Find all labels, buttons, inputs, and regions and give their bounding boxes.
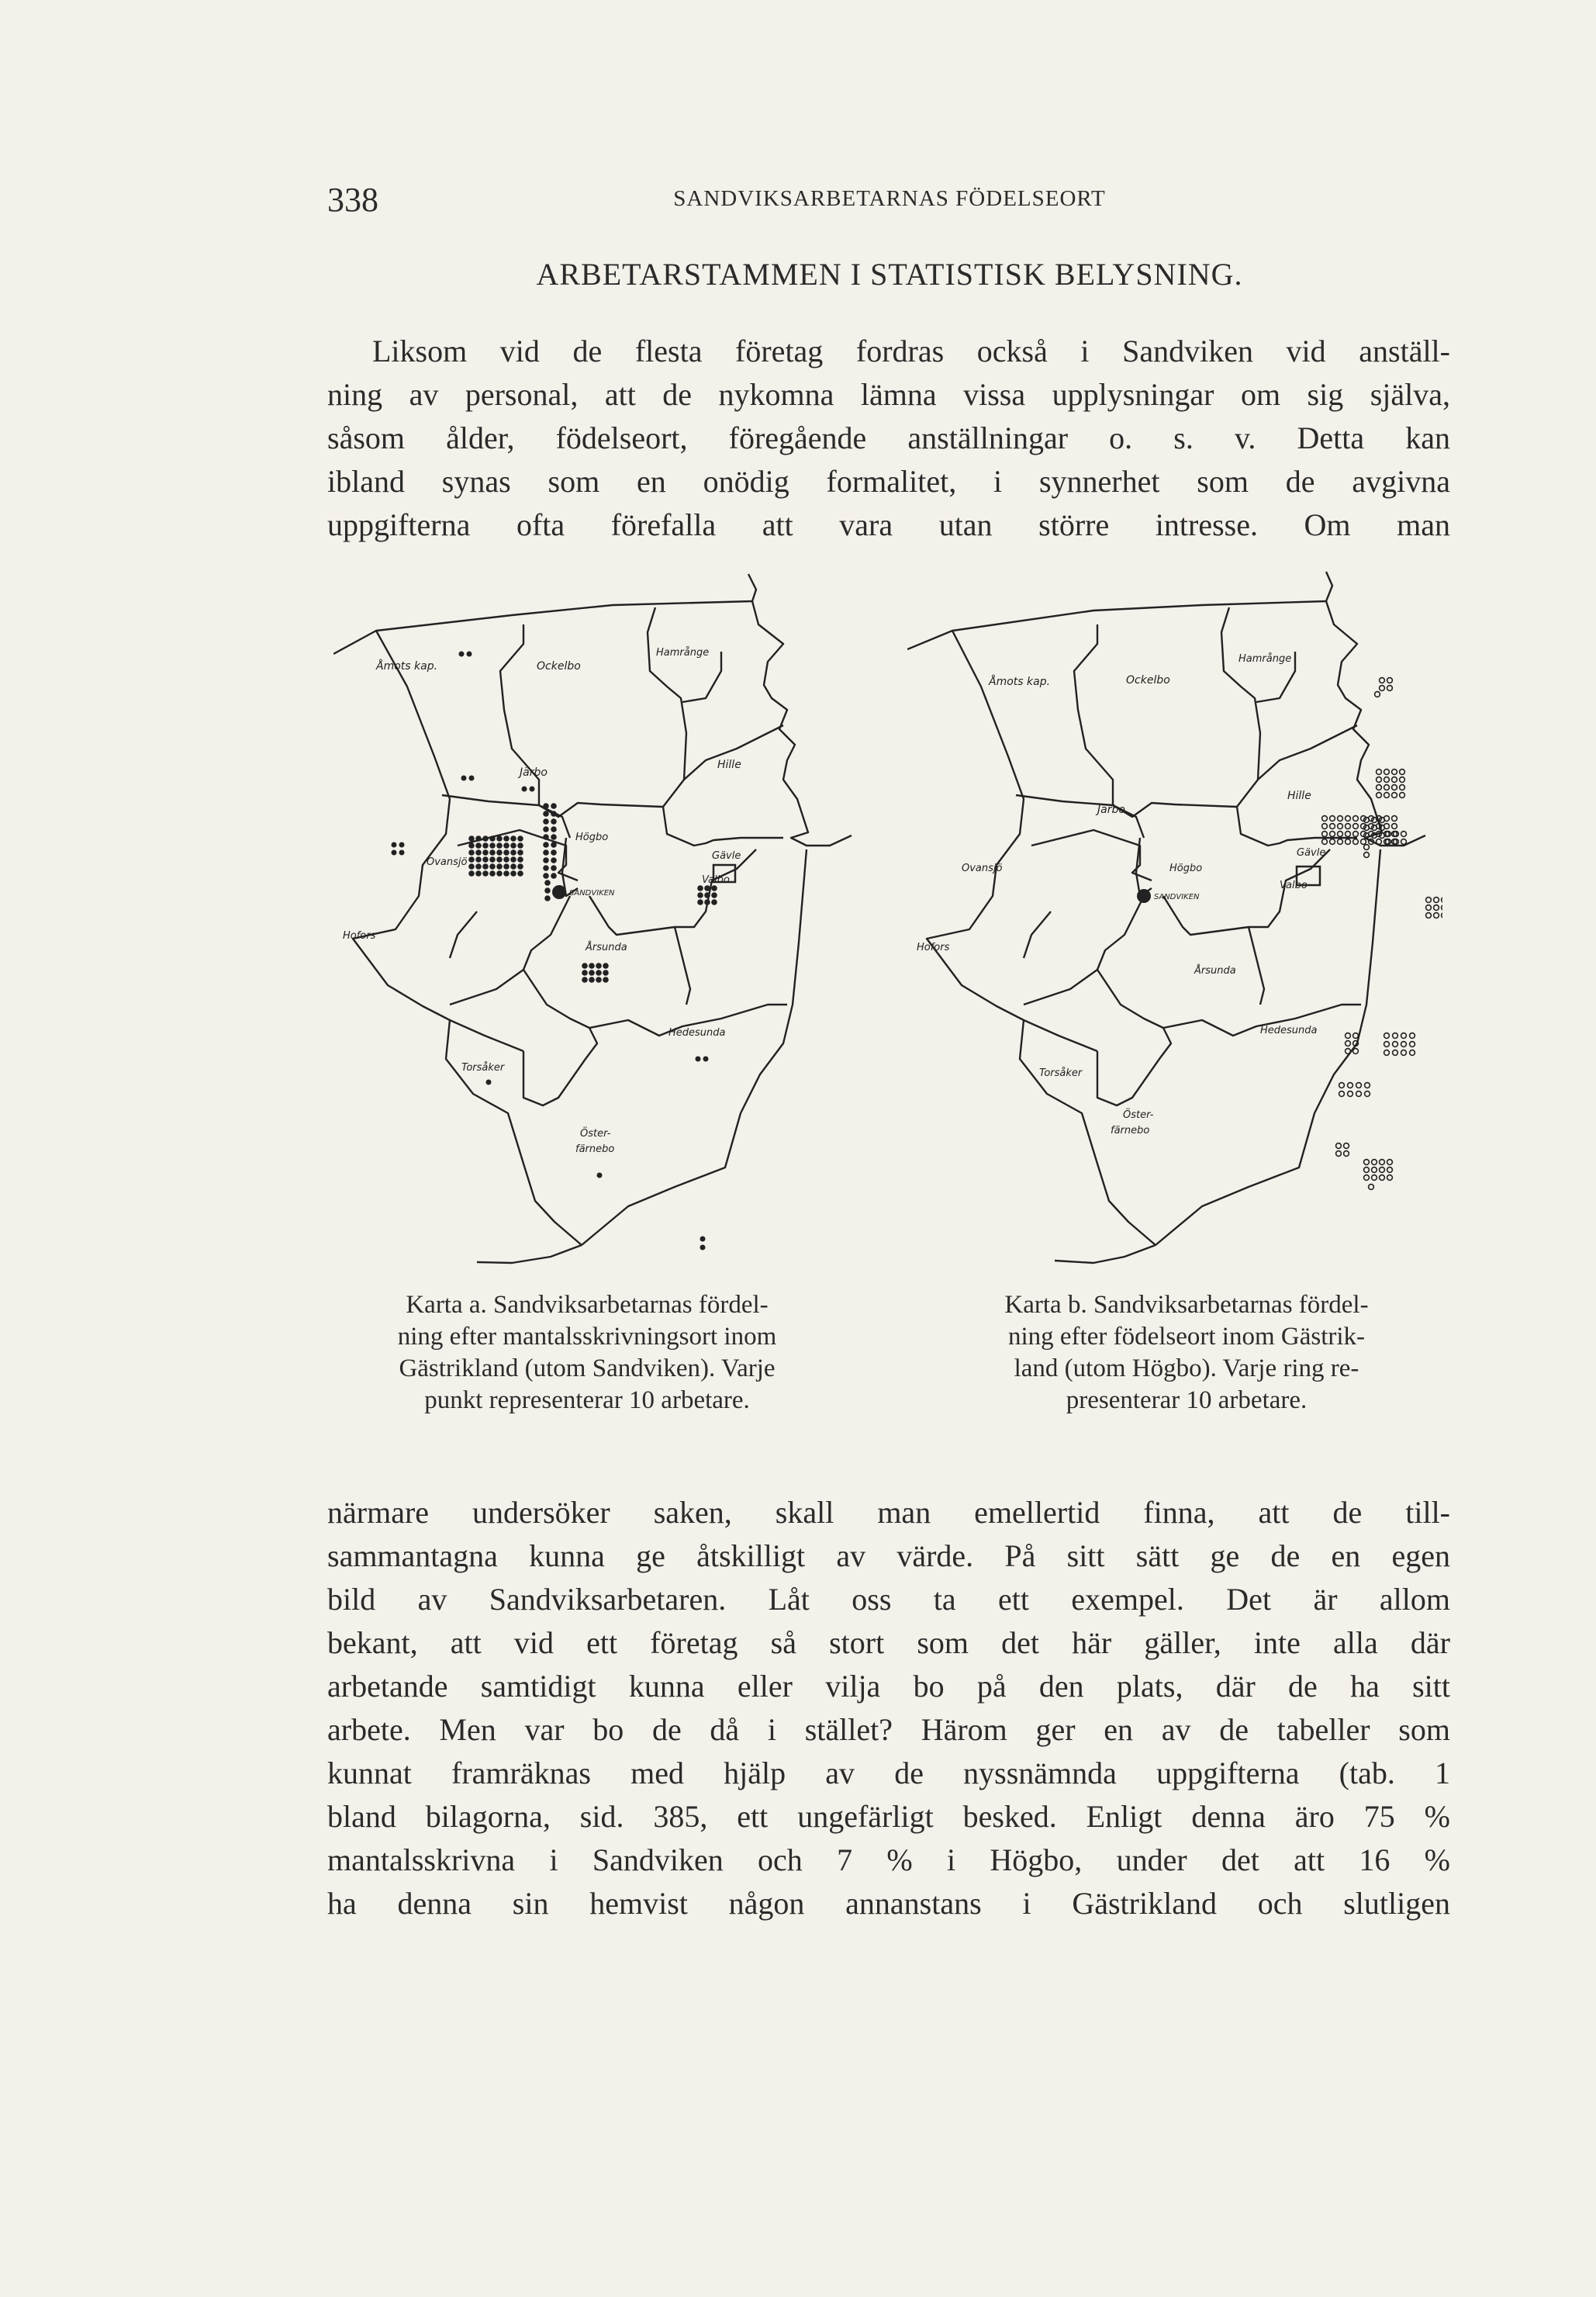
dot-marker bbox=[543, 849, 549, 856]
ring-marker bbox=[1348, 1091, 1353, 1097]
caption-line: ning efter mantalsskrivningsort inom bbox=[397, 1323, 777, 1351]
dot-marker bbox=[551, 849, 557, 856]
ring-marker bbox=[1339, 1091, 1345, 1097]
dot-marker bbox=[704, 899, 710, 905]
ring-marker bbox=[1377, 770, 1382, 775]
ring-marker bbox=[1348, 1083, 1353, 1088]
ring-marker bbox=[1392, 816, 1397, 822]
running-head bbox=[327, 180, 1452, 227]
label-oster: Öster- bbox=[580, 1128, 611, 1140]
ring-marker bbox=[1387, 678, 1393, 683]
dot-marker bbox=[482, 856, 489, 863]
ring-marker bbox=[1392, 770, 1397, 775]
label-amots: Åmots kap. bbox=[376, 660, 438, 673]
map-a-labels bbox=[343, 647, 741, 1155]
ring-marker bbox=[1384, 777, 1390, 783]
dot-marker bbox=[503, 842, 510, 849]
dot-marker bbox=[517, 842, 523, 849]
ring-marker bbox=[1387, 1175, 1393, 1181]
dot-marker bbox=[503, 849, 510, 856]
label-hedesunda: Hedesunda bbox=[668, 1027, 726, 1039]
dot-marker bbox=[475, 870, 482, 877]
caption-line: land (utom Högbo). Varje ring re- bbox=[1014, 1354, 1359, 1382]
dot-marker bbox=[551, 803, 557, 809]
dot-marker bbox=[517, 870, 523, 877]
ring-marker bbox=[1346, 1033, 1351, 1039]
caption-line: punkt representerar 10 arbetare. bbox=[424, 1386, 750, 1414]
dot-marker bbox=[551, 873, 557, 879]
dot-marker bbox=[543, 811, 549, 817]
dot-marker bbox=[489, 835, 496, 842]
ring-marker bbox=[1392, 824, 1397, 829]
paragraph-line: såsom ålder, födelseort, föregående anställningar o. s. v. Detta kan bbox=[327, 420, 1450, 455]
ring-marker bbox=[1339, 1083, 1345, 1088]
ring-marker bbox=[1434, 905, 1439, 911]
dot-marker bbox=[510, 835, 516, 842]
paragraph-line: bekant, att vid ett företag så stort som det här gäller, inte alla där bbox=[327, 1625, 1450, 1660]
dot-marker bbox=[475, 863, 482, 870]
dot-marker bbox=[704, 885, 710, 891]
caption-line: Karta a. Sandviksarbetarnas fördel- bbox=[406, 1291, 769, 1319]
caption-line: ning efter födelseort inom Gästrik- bbox=[1007, 1323, 1366, 1351]
dot-marker bbox=[482, 842, 489, 849]
ring-marker bbox=[1322, 839, 1328, 845]
dot-marker bbox=[489, 849, 496, 856]
caption-line: Gästrikland (utom Sandviken). Varje bbox=[399, 1354, 776, 1382]
dot-marker bbox=[551, 826, 557, 832]
paragraph-line: ning av personal, att de nykomna lämna vissa upplysningar om sig själva, bbox=[327, 377, 1450, 412]
label-arsunda: Årsunda bbox=[586, 942, 627, 953]
caption-line: presenterar 10 arbetare. bbox=[1066, 1386, 1308, 1414]
dot-marker bbox=[603, 963, 609, 969]
dot-marker bbox=[582, 970, 588, 976]
label-arsunda: Årsunda bbox=[1194, 965, 1236, 977]
label-oster: Öster- bbox=[1123, 1109, 1154, 1121]
dot-marker bbox=[517, 856, 523, 863]
ring-marker bbox=[1330, 832, 1335, 837]
label-jarbo: Järbo bbox=[520, 766, 548, 779]
dot-marker bbox=[510, 856, 516, 863]
ring-marker bbox=[1372, 1168, 1377, 1173]
dot-marker bbox=[475, 842, 482, 849]
dot-marker bbox=[510, 863, 516, 870]
ring-marker bbox=[1356, 1091, 1362, 1097]
ring-marker bbox=[1400, 785, 1405, 790]
label-amots: Åmots kap. bbox=[989, 676, 1051, 688]
ring-marker bbox=[1346, 1049, 1351, 1054]
dot-marker bbox=[589, 977, 595, 983]
ring-marker bbox=[1346, 832, 1351, 837]
ring-marker bbox=[1338, 832, 1343, 837]
paragraph-line: arbetande samtidigt kunna eller vilja bo på den plats, där de ha sitt bbox=[327, 1669, 1450, 1704]
map-a-dots bbox=[392, 652, 709, 1251]
dot-marker bbox=[704, 892, 710, 898]
page-number: 338 bbox=[327, 181, 378, 219]
ring-marker bbox=[1372, 1175, 1377, 1181]
dot-marker bbox=[517, 863, 523, 870]
ring-marker bbox=[1380, 1175, 1385, 1181]
ring-marker bbox=[1338, 839, 1343, 845]
ring-marker bbox=[1364, 1160, 1370, 1165]
ring-marker bbox=[1338, 824, 1343, 829]
dot-marker bbox=[496, 863, 503, 870]
ring-marker bbox=[1356, 1083, 1362, 1088]
ring-marker bbox=[1380, 686, 1385, 691]
ring-marker bbox=[1336, 1143, 1342, 1149]
dot-marker bbox=[711, 885, 717, 891]
ring-marker bbox=[1377, 785, 1382, 790]
ring-marker bbox=[1392, 777, 1397, 783]
ring-marker bbox=[1346, 816, 1351, 822]
dot-marker bbox=[551, 834, 557, 840]
ring-marker bbox=[1346, 839, 1351, 845]
map-b bbox=[907, 570, 1442, 1276]
ring-marker bbox=[1393, 1042, 1398, 1047]
dot-marker bbox=[482, 870, 489, 877]
label-torsaker: Torsåker bbox=[461, 1062, 505, 1074]
ring-marker bbox=[1380, 1168, 1385, 1173]
dot-marker bbox=[697, 892, 703, 898]
dot-marker bbox=[475, 849, 482, 856]
dot-marker bbox=[543, 865, 549, 871]
ring-marker bbox=[1401, 1050, 1407, 1056]
label-farnebo: färnebo bbox=[575, 1143, 615, 1155]
paragraph-line: bild av Sandviksarbetaren. Låt oss ta ett exempel. Det är allom bbox=[327, 1582, 1450, 1617]
map-a-borders bbox=[333, 574, 852, 1263]
ring-marker bbox=[1392, 785, 1397, 790]
dot-marker bbox=[543, 842, 549, 848]
dot-marker bbox=[543, 826, 549, 832]
ring-marker bbox=[1377, 793, 1382, 798]
dot-marker bbox=[517, 849, 523, 856]
paragraph-line: mantalsskrivna i Sandviken och 7 % i Högbo, under det att 16 % bbox=[327, 1842, 1450, 1877]
dot-marker bbox=[543, 857, 549, 863]
dot-marker bbox=[468, 856, 475, 863]
label-ovansjo: Ovansjö bbox=[962, 863, 1003, 874]
label-hogbo: Högbo bbox=[575, 832, 609, 843]
dot-marker bbox=[496, 856, 503, 863]
dot-marker bbox=[543, 818, 549, 825]
ring-marker bbox=[1384, 785, 1390, 790]
dot-marker bbox=[475, 856, 482, 863]
ring-marker bbox=[1375, 692, 1380, 697]
ring-marker bbox=[1401, 832, 1407, 837]
ring-marker bbox=[1346, 1041, 1351, 1046]
dot-marker bbox=[468, 849, 475, 856]
label-hille: Hille bbox=[717, 759, 741, 771]
label-ockelbo: Ockelbo bbox=[537, 660, 581, 673]
ring-marker bbox=[1364, 845, 1370, 850]
dot-marker bbox=[551, 857, 557, 863]
paragraph-line: närmare undersöker saken, skall man emellertid finna, att de till- bbox=[327, 1495, 1450, 1530]
label-hofors: Hofors bbox=[917, 942, 950, 953]
dot-marker bbox=[503, 835, 510, 842]
dot-marker bbox=[544, 887, 551, 894]
ring-marker bbox=[1346, 824, 1351, 829]
dot-marker bbox=[482, 863, 489, 870]
ring-marker bbox=[1330, 839, 1335, 845]
sandviken-marker bbox=[552, 885, 566, 899]
label-jarbo: Järbo bbox=[1097, 804, 1125, 816]
ring-marker bbox=[1372, 1160, 1377, 1165]
label-hofors: Hofors bbox=[343, 930, 376, 942]
dot-marker bbox=[697, 899, 703, 905]
ring-marker bbox=[1401, 1033, 1407, 1039]
caption-map-b bbox=[923, 1289, 1450, 1417]
dot-marker bbox=[503, 870, 510, 877]
ring-marker bbox=[1401, 839, 1407, 845]
ring-marker bbox=[1380, 1160, 1385, 1165]
paragraph-2 bbox=[327, 1491, 1450, 1925]
dot-marker bbox=[582, 977, 588, 983]
ring-marker bbox=[1410, 1033, 1415, 1039]
dot-marker bbox=[510, 849, 516, 856]
dot-marker bbox=[496, 835, 503, 842]
dot-marker bbox=[489, 863, 496, 870]
paragraph-line: arbete. Men var bo de då i stället? Härom ger en av de tabeller som bbox=[327, 1712, 1450, 1747]
caption-line: Karta b. Sandviksarbetarnas fördel- bbox=[1004, 1291, 1369, 1319]
dot-marker bbox=[543, 803, 549, 809]
dot-marker bbox=[468, 863, 475, 870]
dot-marker bbox=[551, 842, 557, 848]
label-hille: Hille bbox=[1287, 790, 1311, 802]
dot-marker bbox=[510, 870, 516, 877]
paragraph-line: uppgifterna ofta förefalla att vara utan större intresse. Om man bbox=[327, 507, 1450, 542]
dot-marker bbox=[589, 963, 595, 969]
dot-marker bbox=[596, 970, 602, 976]
dot-marker bbox=[496, 849, 503, 856]
dot-marker bbox=[589, 970, 595, 976]
ring-marker bbox=[1322, 832, 1328, 837]
dot-marker bbox=[603, 970, 609, 976]
paragraph-line: ha denna sin hemvist någon annanstans i Gästrikland och slutligen bbox=[327, 1886, 1450, 1921]
label-sandviken: SANDVIKEN bbox=[1154, 893, 1200, 901]
ring-marker bbox=[1369, 1185, 1374, 1190]
label-valbo: Valbo bbox=[702, 874, 730, 886]
map-a bbox=[333, 570, 853, 1276]
label-hogbo: Högbo bbox=[1169, 863, 1203, 874]
ring-marker bbox=[1400, 793, 1405, 798]
dot-marker bbox=[475, 835, 482, 842]
ring-marker bbox=[1353, 824, 1359, 829]
label-torsaker: Torsåker bbox=[1039, 1067, 1083, 1079]
ring-marker bbox=[1361, 839, 1366, 845]
ring-marker bbox=[1400, 770, 1405, 775]
dot-marker bbox=[582, 963, 588, 969]
ring-marker bbox=[1353, 1049, 1359, 1054]
ring-marker bbox=[1365, 1083, 1370, 1088]
ring-marker bbox=[1434, 898, 1439, 903]
ring-marker bbox=[1380, 678, 1385, 683]
ring-marker bbox=[1322, 816, 1328, 822]
ring-marker bbox=[1384, 1033, 1390, 1039]
dot-marker bbox=[551, 865, 557, 871]
ring-marker bbox=[1322, 824, 1328, 829]
ring-marker bbox=[1387, 1160, 1393, 1165]
label-gavle: Gävle bbox=[712, 850, 741, 862]
ring-marker bbox=[1401, 1042, 1407, 1047]
map-b-labels bbox=[917, 653, 1325, 1136]
label-sandviken: SANDVIKEN bbox=[569, 889, 615, 898]
label-hamrange: Hamrånge bbox=[656, 647, 710, 659]
ring-marker bbox=[1336, 1151, 1342, 1157]
caption-map-a bbox=[335, 1289, 839, 1417]
dot-marker bbox=[496, 842, 503, 849]
dot-marker bbox=[503, 863, 510, 870]
paragraph-line: Liksom vid de flesta företag fordras också i Sandviken vid anställ- bbox=[372, 334, 1450, 368]
dot-marker bbox=[711, 899, 717, 905]
dot-marker bbox=[489, 870, 496, 877]
ring-marker bbox=[1353, 1033, 1359, 1039]
label-hamrange: Hamrånge bbox=[1238, 653, 1292, 665]
ring-marker bbox=[1392, 793, 1397, 798]
ring-marker bbox=[1400, 777, 1405, 783]
label-valbo: Valbo bbox=[1280, 880, 1308, 891]
ring-marker bbox=[1330, 824, 1335, 829]
dot-marker bbox=[551, 818, 557, 825]
paragraph-line: bland bilagorna, sid. 385, ett ungefärligt besked. Enligt denna äro 75 % bbox=[327, 1799, 1450, 1834]
label-ockelbo: Ockelbo bbox=[1126, 674, 1170, 687]
dot-marker bbox=[596, 977, 602, 983]
ring-marker bbox=[1364, 853, 1370, 858]
ring-marker bbox=[1330, 816, 1335, 822]
dot-marker bbox=[489, 842, 496, 849]
ring-marker bbox=[1384, 1042, 1390, 1047]
dot-marker bbox=[468, 870, 475, 877]
ring-marker bbox=[1387, 1168, 1393, 1173]
dot-marker bbox=[551, 811, 557, 817]
dot-marker bbox=[596, 963, 602, 969]
ring-marker bbox=[1384, 770, 1390, 775]
ring-marker bbox=[1393, 1050, 1398, 1056]
ring-marker bbox=[1426, 898, 1432, 903]
dot-marker bbox=[510, 842, 516, 849]
ring-marker bbox=[1384, 793, 1390, 798]
label-gavle: Gävle bbox=[1297, 847, 1326, 859]
ring-marker bbox=[1434, 913, 1439, 918]
ring-marker bbox=[1353, 816, 1359, 822]
ring-marker bbox=[1353, 839, 1359, 845]
dot-marker bbox=[517, 835, 523, 842]
dot-marker bbox=[468, 842, 475, 849]
ring-marker bbox=[1426, 913, 1432, 918]
dot-marker bbox=[697, 885, 703, 891]
label-farnebo: färnebo bbox=[1111, 1125, 1150, 1136]
paragraph-line: sammantagna kunna ge åtskilligt av värde. På sitt sätt ge de en egen bbox=[327, 1538, 1450, 1573]
dot-marker bbox=[711, 892, 717, 898]
ring-marker bbox=[1410, 1050, 1415, 1056]
ring-marker bbox=[1377, 839, 1382, 845]
dot-marker bbox=[482, 849, 489, 856]
dot-marker bbox=[544, 880, 551, 886]
dot-marker bbox=[503, 856, 510, 863]
dot-marker bbox=[468, 835, 475, 842]
dot-marker bbox=[543, 873, 549, 879]
section-heading: ARBETARSTAMMEN I STATISTISK BELYSNING. bbox=[536, 257, 1243, 292]
dot-marker bbox=[489, 856, 496, 863]
ring-marker bbox=[1364, 1168, 1370, 1173]
sandviken-marker bbox=[1137, 889, 1151, 903]
ring-marker bbox=[1377, 777, 1382, 783]
ring-marker bbox=[1344, 1143, 1349, 1149]
ring-marker bbox=[1338, 816, 1343, 822]
label-hedesunda: Hedesunda bbox=[1260, 1025, 1318, 1036]
dot-marker bbox=[603, 977, 609, 983]
paragraph-1 bbox=[327, 330, 1450, 547]
paragraph-line: ibland synas som en onödig formalitet, i synnerhet som de avgivna bbox=[327, 464, 1450, 499]
map-b-ring-clusters bbox=[1322, 678, 1442, 1190]
ring-marker bbox=[1353, 832, 1359, 837]
paragraph-line: kunnat framräknas med hjälp av de nyssnämnda uppgifterna (tab. 1 bbox=[327, 1756, 1450, 1790]
ring-marker bbox=[1426, 905, 1432, 911]
dot-marker bbox=[482, 835, 489, 842]
ring-marker bbox=[1365, 1091, 1370, 1097]
dot-marker bbox=[496, 870, 503, 877]
dot-marker bbox=[543, 834, 549, 840]
ring-marker bbox=[1410, 1042, 1415, 1047]
ring-marker bbox=[1344, 1151, 1349, 1157]
dot-marker bbox=[544, 895, 551, 901]
label-ovansjo: Ovansjö bbox=[427, 856, 468, 868]
ring-marker bbox=[1387, 686, 1393, 691]
ring-marker bbox=[1384, 1050, 1390, 1056]
running-title: SANDVIKSARBETARNAS FÖDELSEORT bbox=[673, 186, 1106, 211]
ring-marker bbox=[1364, 1175, 1370, 1181]
ring-marker bbox=[1393, 1033, 1398, 1039]
